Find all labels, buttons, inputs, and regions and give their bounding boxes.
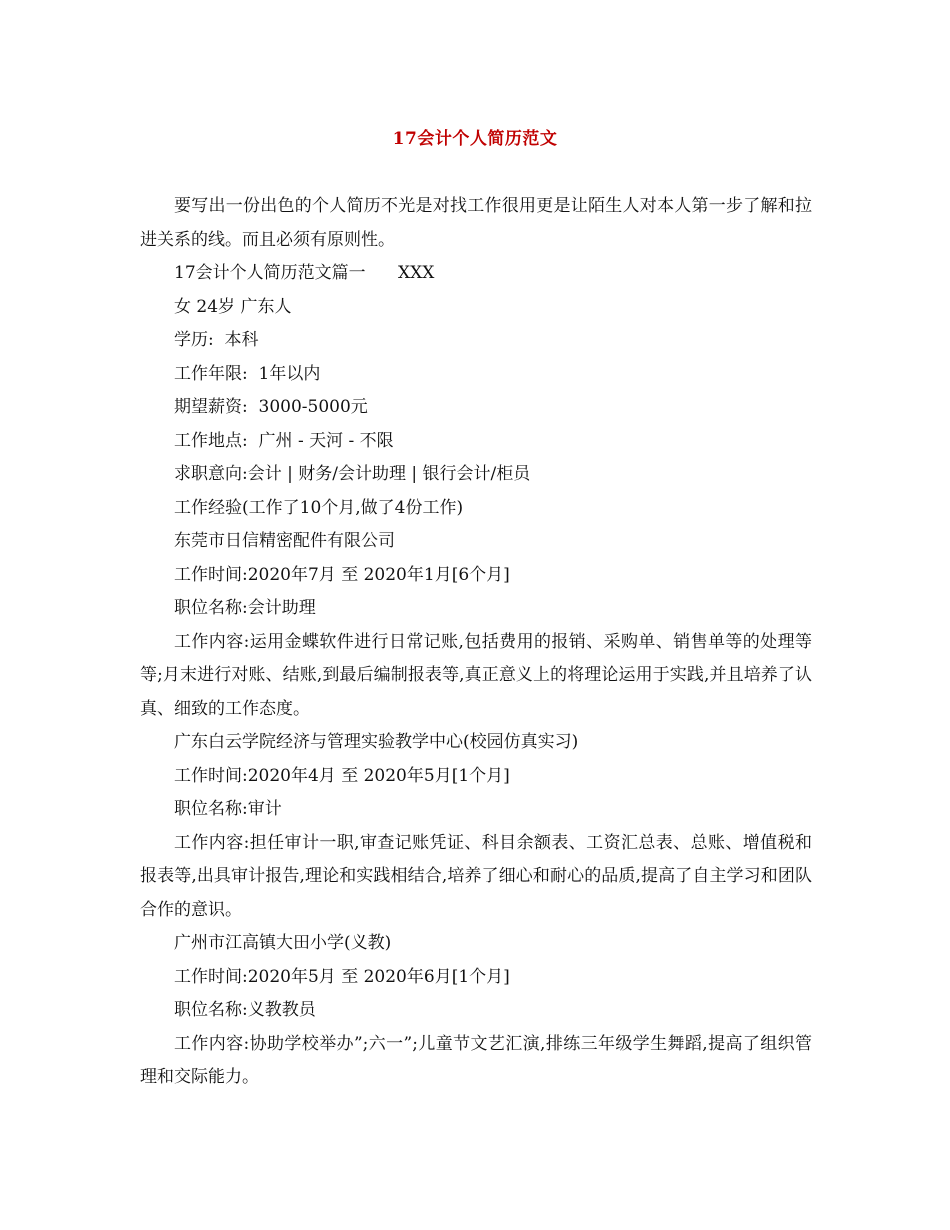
intro-paragraph: 要写出一份出色的个人简历不光是对找工作很用更是让陌生人对本人第一步了解和拉进关系的线。而且必须有原则性。 [140,196,812,250]
work-content: 工作内容:协助学校举办”;六一”;儿童节文艺汇演,排练三年级学生舞蹈,提高了组织管理和交际能力。 [140,1033,812,1087]
job-intention-line: 求职意向:会计 | 财务/会计助理 | 银行会计/柜员 [174,464,531,484]
work-period: 工作时间:2020年4月 至 2020年5月[1个月] [174,765,510,786]
company-name: 东莞市日信精密配件有限公司 [174,531,395,551]
education-line: 学历: 本科 [174,330,259,350]
work-location-line: 工作地点: 广州 - 天河 - 不限 [174,430,394,451]
work-content: 工作内容:担任审计一职,审查记账凭证、科目余额表、工资汇总表、总账、增值税和报表等,出具审计报告,理论和实践相结合,培养了细心和耐心的品质,提高了自主学习和团队合作的意识。 [140,832,812,920]
experience-summary: 工作经验(工作了10个月,做了4份工作) [174,497,464,518]
company-name: 广州市江高镇大田小学(义教) [174,933,392,953]
document-title: 17会计个人简历范文 [392,129,558,149]
work-content: 工作内容:运用金蝶软件进行日常记账,包括费用的报销、采购单、销售单等的处理等等;月末进行对账、结账,到最后编制报表等,真正意义上的将理论运用于实践,并且培养了认真、细致的工作态度。 [140,631,812,719]
expected-salary-line: 期望薪资: 3000-5000元 [174,397,368,417]
personal-info: 女 24岁 广东人 [174,296,292,317]
work-years-line: 工作年限: 1年以内 [174,363,321,384]
resume-heading: 17会计个人简历范文篇一 XXX [174,263,435,283]
document-body [140,190,812,1095]
position-title: 职位名称:审计 [174,799,282,819]
position-title: 职位名称:会计助理 [174,598,316,618]
work-period: 工作时间:2020年7月 至 2020年1月[6个月] [174,564,510,585]
company-name: 广东白云学院经济与管理实验教学中心(校园仿真实习) [174,732,579,752]
position-title: 职位名称:义教教员 [174,1000,316,1020]
work-period: 工作时间:2020年5月 至 2020年6月[1个月] [174,966,510,987]
